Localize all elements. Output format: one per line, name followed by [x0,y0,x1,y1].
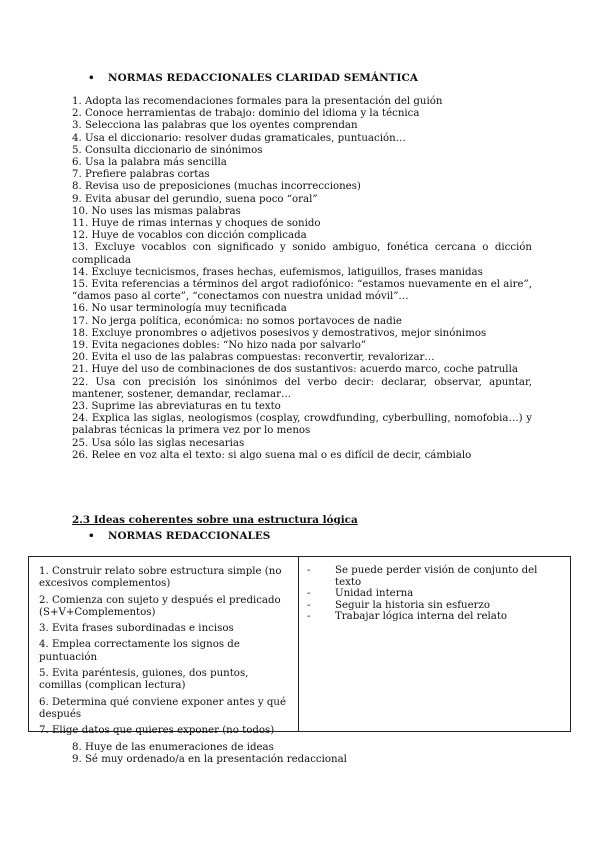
list-item: 12. Huye de vocablos con dicción complicada [72,230,307,242]
list-item: 7. Prefiere palabras cortas [72,169,210,181]
table-left-column [29,557,299,737]
table-left-item: 5. Evita paréntesis, guiones, dos puntos, comillas (complican lectura) [39,668,249,692]
list-item: 26. Relee en voz alta el texto: si algo suena mal o es difícil de decir, cámbialo [72,449,472,461]
dash-bullet: - [307,599,311,611]
list-item: 15. Evita referencias a términos del argot radiofónico: “estamos nuevamente en el aire”, “damos paso al corte”, “conectamos con nuestra unidad móvil”… [72,279,532,303]
list-item: 11. Huye de rimas internas y choques de sonido [72,218,321,230]
list-item: 13. Excluye vocablos con significado y sonido ambiguo, fonética cercana o dicción complicada [72,242,532,266]
heading-text: NORMAS REDACCIONALES CLARIDAD SEMÁNTICA [108,72,418,84]
table-right-item [307,565,564,588]
norms-list [72,96,532,462]
list-item: 8. Huye de las enumeraciones de ideas [72,742,274,753]
table-right-item [307,600,564,612]
list-item: 8. Revisa uso de preposiciones (muchas incorrecciones) [72,181,361,193]
table-right-text: Seguir la historia sin esfuerzo [335,599,491,611]
rules-table [28,556,571,737]
list-item: 6. Usa la palabra más sencilla [72,157,227,169]
list-item: 4. Usa el diccionario: resolver dudas gramaticales, puntuación… [72,132,406,144]
section-heading-normas [88,530,270,542]
table-left-item: 6. Determina qué conviene exponer antes y qué después [39,696,287,720]
heading-text: NORMAS REDACCIONALES [108,530,271,542]
table-right-text: Se puede perder visión de conjunto del texto [335,565,538,588]
list-item: 9. Sé muy ordenado/a en la presentación redaccional [72,754,347,766]
bullet-icon: • [88,530,95,542]
after-table-list [72,742,347,767]
table-right-item [307,588,564,600]
list-item: 18. Excluye pronombres o adjetivos posesivos y demostrativos, mejor sinónimos [72,327,487,339]
list-item: 5. Consulta diccionario de sinónimos [72,144,263,156]
list-item: 21. Huye del uso de combinaciones de dos sustantivos: acuerdo marco, coche patrulla [72,364,518,376]
list-item: 22. Usa con precisión los sinónimos del verbo decir: declarar, observar, apuntar, mantener, sostener, demandar, reclamar… [72,376,532,400]
table-right-item [307,611,564,623]
section-heading-claridad [88,72,418,84]
list-item: 14. Excluye tecnicismos, frases hechas, eufemismos, latiguillos, frases manidas [72,266,483,278]
list-item: 25. Usa sólo las siglas necesarias [72,437,245,449]
table-right-text: Unidad interna [335,588,414,599]
subsection-title: 2.3 Ideas coherentes sobre una estructura lógica [72,514,358,526]
list-item: 9. Evita abusar del gerundio, suena poco “oral” [72,193,318,205]
list-item: 1. Adopta las recomendaciones formales para la presentación del guión [72,96,443,107]
list-item: 20. Evita el uso de las palabras compuestas: reconvertir, revalorizar… [72,352,435,364]
list-item: 3. Selecciona las palabras que los oyentes comprendan [72,120,358,132]
list-item: 23. Suprime las abreviaturas en tu texto [72,401,281,413]
list-item: 10. No uses las mismas palabras [72,205,241,217]
list-item: 24. Explica las siglas, neologismos (cosplay, crowdfunding, cyberbulling, nomofobia…) y palabras técnicas la primera vez por lo menos [72,413,532,437]
bullet-icon: • [88,72,95,84]
table-left-item: 1. Construir relato sobre estructura simple (no excesivos complementos) [39,566,282,590]
table-right-column [299,557,570,731]
list-item: 19. Evita negaciones dobles: “No hizo nada por salvarlo” [72,340,367,352]
table-right-text: Trabajar lógica interna del relato [335,611,508,622]
dash-bullet: - [307,588,311,599]
table-left-item: 7. Elige datos que quieres exponer (no todos) [39,725,275,737]
table-left-item: 4. Emplea correctamente los signos de puntuación [39,639,240,663]
list-item: 17. No jerga política, económica: no somos portavoces de nadie [72,315,402,327]
list-item: 2. Conoce herramientas de trabajo: dominio del idioma y la técnica [72,108,420,120]
list-item: 16. No usar terminología muy tecnificada [72,303,287,315]
dash-bullet: - [307,611,311,622]
table-left-item: 2. Comienza con sujeto y después el predicado (S+V+Complementos) [39,594,281,618]
dash-bullet: - [307,565,311,576]
table-left-item: 3. Evita frases subordinadas e incisos [39,623,234,635]
